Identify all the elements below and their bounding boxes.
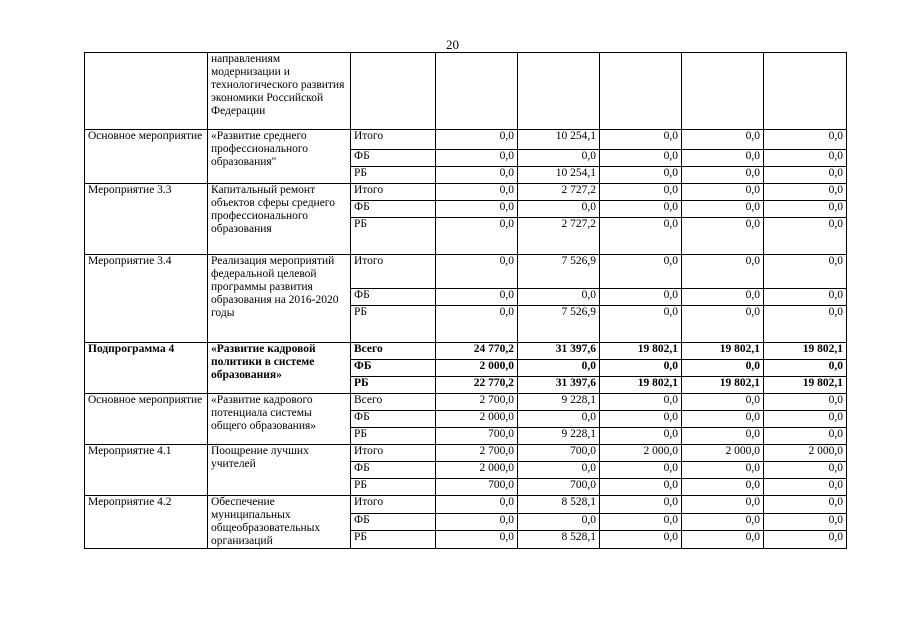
amount-cell: 0,0 — [436, 289, 518, 306]
amount-cell: 0,0 — [682, 150, 764, 167]
amount-cell: 0,0 — [600, 428, 682, 445]
amount-cell: 2 000,0 — [436, 411, 518, 428]
amount-cell: 0,0 — [600, 394, 682, 411]
amount-cell: 0,0 — [518, 289, 600, 306]
amount-cell: 9 228,1 — [518, 394, 600, 411]
amount-cell: 0,0 — [600, 360, 682, 377]
amount-cell: 8 528,1 — [518, 496, 600, 514]
amount-cell: 0,0 — [436, 218, 518, 255]
activity-type-cell: Мероприятие 4.2 — [85, 496, 208, 549]
amount-cell: 700,0 — [436, 428, 518, 445]
amount-cell: 700,0 — [436, 479, 518, 496]
activity-name-cell: Поощрение лучших учителей — [208, 445, 351, 496]
amount-cell: 19 802,1 — [682, 343, 764, 360]
activity-type-cell: Основное мероприятие — [85, 394, 208, 445]
amount-cell: 0,0 — [600, 201, 682, 218]
table-row — [85, 343, 847, 360]
amount-cell: 0,0 — [764, 360, 847, 377]
funding-source-cell: РБ — [351, 167, 436, 184]
amount-cell: 2 700,0 — [436, 394, 518, 411]
activity-name-cell: Реализация мероприятий федеральной целевой программы развития образования на 2016-2020 годы — [208, 255, 351, 343]
funding-source-cell: РБ — [351, 306, 436, 343]
amount-cell: 19 802,1 — [600, 377, 682, 394]
amount-cell: 2 000,0 — [436, 360, 518, 377]
amount-cell: 700,0 — [518, 445, 600, 462]
funding-source-cell: ФБ — [351, 201, 436, 218]
amount-cell: 0,0 — [682, 360, 764, 377]
funding-source-cell: ФБ — [351, 150, 436, 167]
amount-cell: 0,0 — [764, 306, 847, 343]
value-cell — [436, 53, 518, 130]
amount-cell: 0,0 — [764, 218, 847, 255]
amount-cell: 0,0 — [518, 150, 600, 167]
amount-cell: 0,0 — [764, 513, 847, 531]
amount-cell: 0,0 — [682, 394, 764, 411]
amount-cell: 0,0 — [764, 479, 847, 496]
amount-cell: 0,0 — [764, 150, 847, 167]
activity-name-cell: Капитальный ремонт объектов сферы среднего профессионального образования — [208, 184, 351, 255]
activity-name-cell: «Развитие кадровой политики в системе образования» — [208, 343, 351, 394]
amount-cell: 10 254,1 — [518, 130, 600, 150]
amount-cell: 0,0 — [600, 513, 682, 531]
amount-cell: 0,0 — [764, 531, 847, 549]
amount-cell: 2 000,0 — [764, 445, 847, 462]
amount-cell: 0,0 — [682, 167, 764, 184]
amount-cell: 0,0 — [600, 167, 682, 184]
budget-table-body — [85, 53, 847, 549]
amount-cell: 0,0 — [600, 130, 682, 150]
amount-cell: 0,0 — [764, 462, 847, 479]
amount-cell: 0,0 — [436, 255, 518, 289]
amount-cell: 0,0 — [600, 496, 682, 514]
budget-table — [84, 52, 847, 549]
amount-cell: 0,0 — [600, 218, 682, 255]
activity-type-cell: Мероприятие 3.4 — [85, 255, 208, 343]
amount-cell: 0,0 — [682, 130, 764, 150]
amount-cell: 7 526,9 — [518, 306, 600, 343]
amount-cell: 0,0 — [518, 462, 600, 479]
amount-cell: 0,0 — [600, 306, 682, 343]
amount-cell: 31 397,6 — [518, 377, 600, 394]
funding-source-cell: ФБ — [351, 411, 436, 428]
amount-cell: 0,0 — [436, 201, 518, 218]
funding-source-cell: РБ — [351, 479, 436, 496]
amount-cell: 700,0 — [518, 479, 600, 496]
amount-cell: 0,0 — [764, 184, 847, 201]
amount-cell: 2 000,0 — [436, 462, 518, 479]
table-row — [85, 496, 847, 514]
amount-cell: 0,0 — [518, 411, 600, 428]
amount-cell: 2 727,2 — [518, 218, 600, 255]
funding-source-cell: РБ — [351, 531, 436, 549]
amount-cell: 2 000,0 — [600, 445, 682, 462]
amount-cell: 31 397,6 — [518, 343, 600, 360]
amount-cell: 0,0 — [600, 411, 682, 428]
amount-cell: 0,0 — [600, 255, 682, 289]
value-cell — [518, 53, 600, 130]
activity-type-cell: Основное мероприятие — [85, 130, 208, 184]
amount-cell: 9 228,1 — [518, 428, 600, 445]
funding-source-cell: Итого — [351, 184, 436, 201]
table-row — [85, 255, 847, 289]
amount-cell: 0,0 — [764, 428, 847, 445]
amount-cell: 2 000,0 — [682, 445, 764, 462]
funding-source-cell: ФБ — [351, 360, 436, 377]
amount-cell: 0,0 — [600, 531, 682, 549]
amount-cell: 0,0 — [764, 167, 847, 184]
amount-cell: 0,0 — [600, 462, 682, 479]
table-row — [85, 130, 847, 150]
value-cell — [600, 53, 682, 130]
table-row — [85, 445, 847, 462]
type-cell — [85, 53, 208, 130]
amount-cell: 7 526,9 — [518, 255, 600, 289]
amount-cell: 0,0 — [764, 411, 847, 428]
amount-cell: 0,0 — [600, 479, 682, 496]
activity-name-cell: Обеспечение муниципальных общеобразовательных организаций — [208, 496, 351, 549]
amount-cell: 0,0 — [682, 201, 764, 218]
table-row-intro — [85, 53, 847, 130]
amount-cell: 0,0 — [764, 201, 847, 218]
amount-cell: 0,0 — [436, 531, 518, 549]
amount-cell: 22 770,2 — [436, 377, 518, 394]
amount-cell: 19 802,1 — [764, 377, 847, 394]
amount-cell: 2 700,0 — [436, 445, 518, 462]
amount-cell: 0,0 — [682, 306, 764, 343]
funding-source-cell: РБ — [351, 377, 436, 394]
funding-source-cell: ФБ — [351, 513, 436, 531]
amount-cell: 0,0 — [764, 394, 847, 411]
activity-name-cell: «Развитие кадрового потенциала системы общего образования» — [208, 394, 351, 445]
amount-cell: 0,0 — [518, 360, 600, 377]
amount-cell: 0,0 — [682, 479, 764, 496]
page-number: 20 — [446, 37, 459, 52]
funding-source-cell: Итого — [351, 445, 436, 462]
amount-cell: 0,0 — [764, 289, 847, 306]
amount-cell: 0,0 — [764, 130, 847, 150]
activity-type-cell: Мероприятие 3.3 — [85, 184, 208, 255]
amount-cell: 0,0 — [682, 184, 764, 201]
activity-name-cell: направлениям модернизации и технологического развития экономики Российской Федерации — [208, 53, 351, 130]
amount-cell: 0,0 — [436, 496, 518, 514]
funding-source-cell: Всего — [351, 343, 436, 360]
amount-cell: 0,0 — [682, 428, 764, 445]
amount-cell: 0,0 — [600, 150, 682, 167]
amount-cell: 0,0 — [764, 255, 847, 289]
amount-cell: 0,0 — [682, 255, 764, 289]
amount-cell: 19 802,1 — [764, 343, 847, 360]
amount-cell: 0,0 — [436, 130, 518, 150]
amount-cell: 0,0 — [682, 531, 764, 549]
funding-source-cell: РБ — [351, 218, 436, 255]
amount-cell: 10 254,1 — [518, 167, 600, 184]
funding-source-cell: ФБ — [351, 289, 436, 306]
amount-cell: 0,0 — [600, 289, 682, 306]
amount-cell: 0,0 — [682, 462, 764, 479]
amount-cell: 0,0 — [436, 306, 518, 343]
funding-source-cell: ФБ — [351, 462, 436, 479]
amount-cell: 8 528,1 — [518, 531, 600, 549]
funding-source-cell: Итого — [351, 130, 436, 150]
amount-cell: 19 802,1 — [682, 377, 764, 394]
value-cell — [682, 53, 764, 130]
amount-cell: 0,0 — [436, 167, 518, 184]
amount-cell: 0,0 — [518, 201, 600, 218]
amount-cell: 0,0 — [436, 184, 518, 201]
amount-cell: 0,0 — [682, 513, 764, 531]
amount-cell: 0,0 — [436, 513, 518, 531]
amount-cell: 0,0 — [518, 513, 600, 531]
activity-type-cell: Мероприятие 4.1 — [85, 445, 208, 496]
activity-type-cell: Подпрограмма 4 — [85, 343, 208, 394]
amount-cell: 0,0 — [436, 150, 518, 167]
amount-cell: 0,0 — [682, 411, 764, 428]
source-cell — [351, 53, 436, 130]
activity-name-cell: «Развитие среднего профессионального образования" — [208, 130, 351, 184]
funding-source-cell: Итого — [351, 496, 436, 514]
amount-cell: 0,0 — [682, 218, 764, 255]
amount-cell: 0,0 — [682, 496, 764, 514]
amount-cell: 0,0 — [764, 496, 847, 514]
amount-cell: 19 802,1 — [600, 343, 682, 360]
table-row — [85, 394, 847, 411]
amount-cell: 0,0 — [600, 184, 682, 201]
value-cell — [764, 53, 847, 130]
amount-cell: 2 727,2 — [518, 184, 600, 201]
table-row — [85, 184, 847, 201]
funding-source-cell: РБ — [351, 428, 436, 445]
amount-cell: 24 770,2 — [436, 343, 518, 360]
amount-cell: 0,0 — [682, 289, 764, 306]
funding-source-cell: Итого — [351, 255, 436, 289]
funding-source-cell: Всего — [351, 394, 436, 411]
